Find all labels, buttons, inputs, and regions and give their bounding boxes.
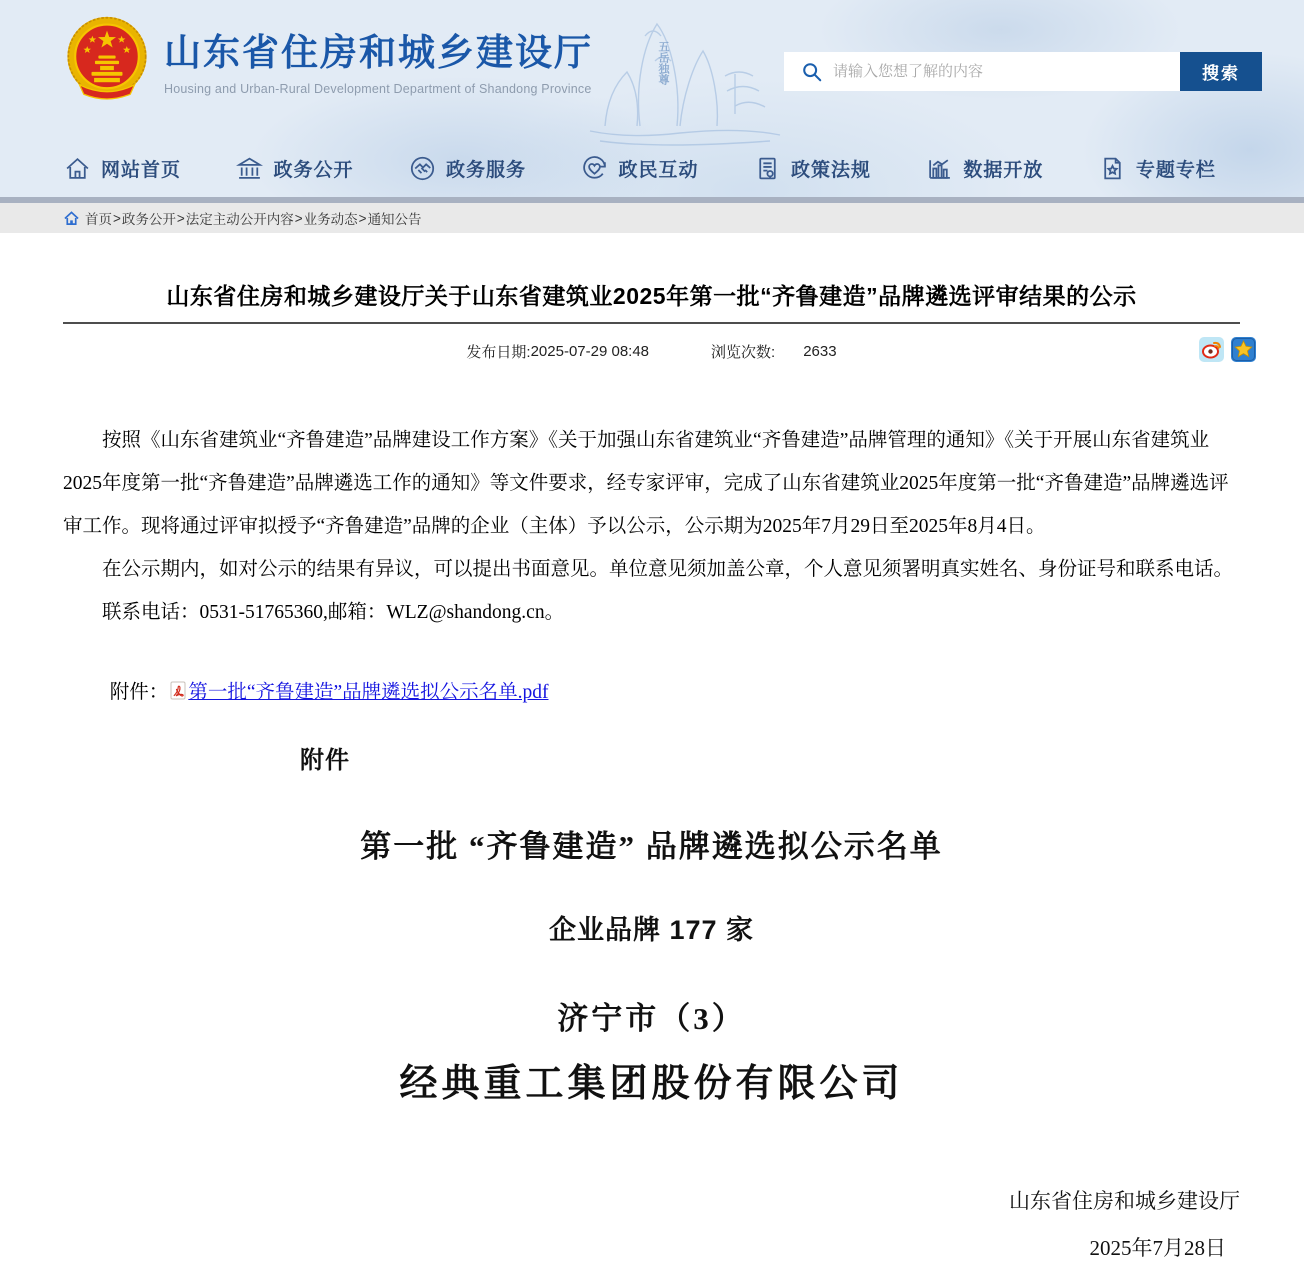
attachment-preview [63,740,1240,1262]
view-count-label: 浏览次数: [711,343,776,361]
nav-item-gov-disclosure[interactable] [236,155,353,182]
breadcrumb-item-home[interactable]: 首页 [85,212,112,227]
search-bar [784,52,1262,91]
signature-organization: 山东省住房和城乡建设厅 [1009,1189,1240,1213]
publish-date-value: 2025-07-29 08:48 [530,342,650,360]
preview-document-title: 第一批 “齐鲁建造” 品牌遴选拟公示名单 [360,829,943,864]
nav-item-home[interactable] [64,155,181,182]
brand [64,16,593,102]
site-subtitle: Housing and Urban-Rural Development Department of Shandong Province [164,82,592,96]
nav-item-special-topics[interactable] [1099,155,1216,182]
mountain-seal-text: 五岳独尊 [657,41,669,85]
breadcrumb-separator: > [113,210,121,226]
bar-chart-icon [926,155,953,182]
nav-label: 网站首页 [101,159,182,181]
paragraph: 联系电话：0531-51765360,邮箱：WLZ@shandong.cn。 [102,602,565,623]
nav-label: 政民互动 [618,159,699,181]
nav-item-policies[interactable] [754,155,871,182]
title-divider [63,322,1240,324]
breadcrumb-item-business-news[interactable]: 业务动态 [303,212,358,227]
site-title: 山东省住房和城乡建设厅 [164,32,593,73]
government-building-icon [236,155,263,182]
article-title: 山东省住房和城乡建设厅关于山东省建筑业2025年第一批“齐鲁建造”品牌遴选评审结果的公示 [166,283,1137,309]
view-count-value: 2633 [803,342,837,360]
home-icon [64,155,91,182]
site-header [0,0,1304,197]
paragraph: 在公示期内，如对公示的结果有异议，可以提出书面意见。单位意见须加盖公章，个人意见须署明真实姓名、身份证号和联系电话。 [102,559,1234,580]
breadcrumb-item-notices[interactable]: 通知公告 [367,212,422,227]
breadcrumb-home-icon [64,211,79,226]
search-input[interactable] [833,63,1179,80]
breadcrumb-item-statutory-disclosure[interactable]: 法定主动公开内容 [185,212,294,227]
nav-label: 政策法规 [790,159,871,181]
breadcrumb-separator: > [176,210,185,226]
breadcrumb-separator: > [358,210,367,226]
publish-date-label: 发布日期: [466,343,531,361]
share-icons [1199,337,1256,362]
search-box [784,52,1180,91]
attachment-label: 附件： [109,682,169,703]
national-emblem-logo [64,16,150,102]
preview-attachment-heading: 附件 [300,747,350,774]
breadcrumb [0,203,1304,233]
starred-page-icon [1099,155,1126,182]
nav-item-gov-services[interactable] [409,155,526,182]
breadcrumb-separator: > [294,210,303,226]
brand-text [164,22,593,96]
mountain-watercolor-decoration [585,6,785,146]
attachment-link[interactable]: 第一批“齐鲁建造”品牌遴选拟公示名单.pdf [188,682,549,703]
policy-document-icon [754,155,781,182]
signature-date: 2025年7月28日 [1089,1236,1226,1260]
main-nav [0,145,1304,197]
paragraph: 按照《山东省建筑业“齐鲁建造”品牌建设工作方案》《关于加强山东省建筑业“齐鲁建造”品牌管理的通知》《关于开展山东省建筑业2025年度第一批“齐鲁建造”品牌遴选工作的通知》等文件要求，经专家评审，完成了山东省建筑业2025年度第一批“齐鲁建造”品牌遴选评审工作。现将通过评审拟授予“齐鲁建造”品牌的企业（主体）予以公示，公示期为2025年7月29日至2025年8月4日。 [63,430,1229,537]
weibo-share-icon[interactable] [1199,337,1224,362]
nav-item-open-data[interactable] [926,155,1043,182]
nav-label: 数据开放 [963,159,1044,181]
qzone-share-icon[interactable] [1231,337,1256,362]
preview-brand-count: 企业品牌 177 家 [548,915,755,945]
nav-label: 专题专栏 [1135,159,1216,181]
preview-city-heading: 济宁市（3） [557,1001,746,1036]
breadcrumb-item-gov-disclosure[interactable]: 政务公开 [121,212,176,227]
heart-interaction-icon [581,155,608,182]
pdf-file-icon [170,681,186,700]
attachment-row [63,676,1240,704]
preview-company-name: 经典重工集团股份有限公司 [399,1063,904,1105]
search-icon [801,61,823,83]
nav-label: 政务公开 [273,159,354,181]
article-body [63,419,1240,634]
handshake-icon [409,155,436,182]
article [0,281,1304,1262]
article-meta [63,339,1240,363]
search-button[interactable]: 搜索 [1180,52,1262,91]
nav-item-public-interaction[interactable] [581,155,698,182]
nav-label: 政务服务 [445,159,526,181]
